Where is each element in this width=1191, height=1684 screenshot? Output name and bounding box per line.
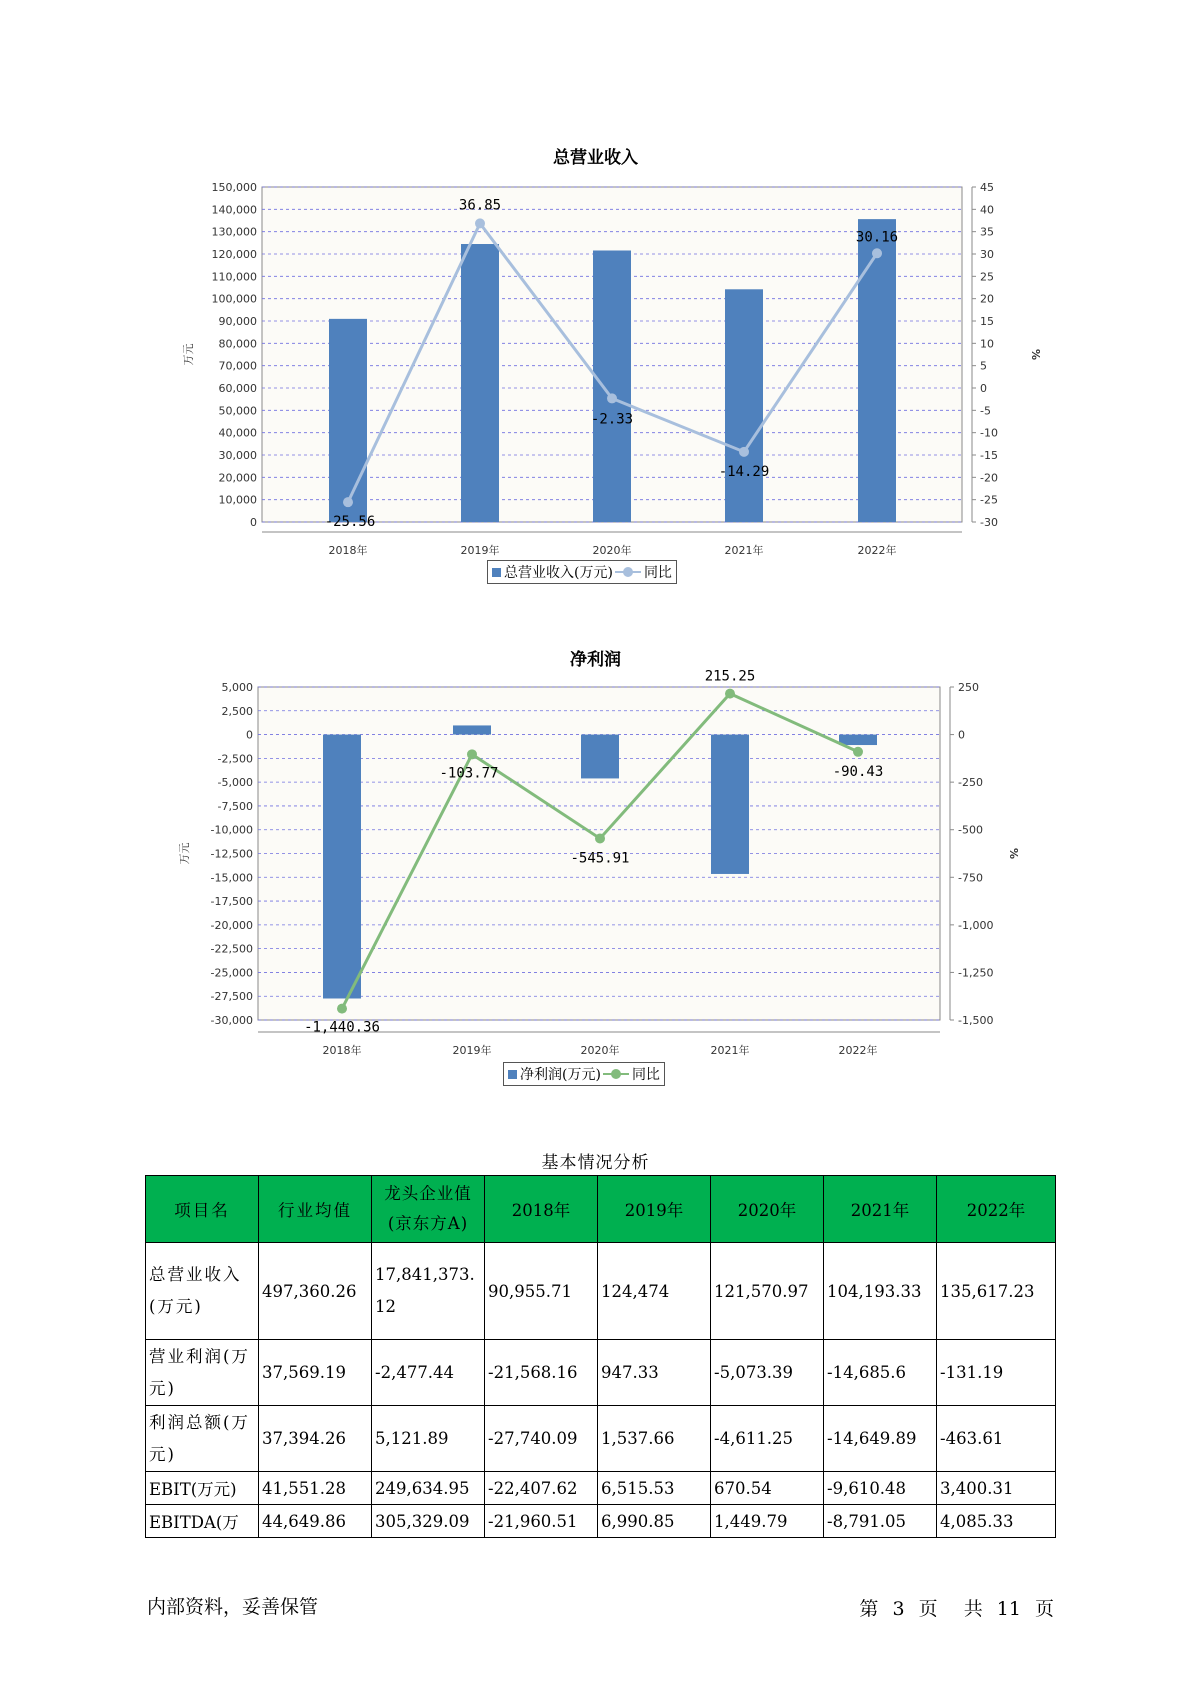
y2-tick-label: -20	[980, 471, 998, 485]
total-pages: 11	[996, 1598, 1021, 1620]
x-tick-label: 2018年	[322, 1044, 362, 1057]
y2-tick-label: -1,250	[958, 966, 994, 980]
table-cell: -131.19	[937, 1340, 1056, 1406]
legend-line-label: 同比	[643, 565, 672, 581]
y-tick-label: 2,500	[221, 704, 253, 718]
y-tick-label: -7,500	[217, 799, 253, 813]
y-tick-label: -25,000	[210, 966, 253, 980]
table-cell: 135,617.23	[937, 1243, 1056, 1340]
page-unit: 页	[918, 1598, 938, 1620]
y-tick-label: 70,000	[218, 359, 257, 373]
y-tick-label: 100,000	[211, 292, 257, 306]
table-cell: 37,569.19	[259, 1340, 372, 1406]
bar	[711, 735, 749, 874]
bar	[453, 725, 491, 734]
table-cell: 1,537.66	[598, 1406, 711, 1472]
table-cell: 41,551.28	[259, 1472, 372, 1505]
total-prefix: 共	[963, 1598, 983, 1620]
table-cell: 947.33	[598, 1340, 711, 1406]
y-axis-label: 万元	[178, 842, 191, 865]
y2-tick-label: -500	[958, 823, 983, 837]
y2-tick-label: 30	[980, 248, 994, 261]
y-tick-label: 90,000	[218, 315, 257, 328]
legend-line-label: 同比	[631, 1067, 660, 1083]
header-cell: 行业均值	[259, 1176, 372, 1243]
bar	[839, 735, 877, 745]
header-cell: 2022年	[937, 1176, 1056, 1243]
table-cell: 5,121.89	[372, 1406, 485, 1472]
y-tick-label: -30,000	[210, 1014, 253, 1027]
y-tick-label: 30,000	[218, 449, 257, 462]
table-cell: -463.61	[937, 1406, 1056, 1472]
legend-bar-label: 净利润(万元)	[520, 1067, 601, 1083]
x-tick-label: 2021年	[710, 1044, 750, 1057]
y-tick-label: 150,000	[211, 181, 257, 194]
y2-tick-label: -1,000	[958, 918, 994, 932]
y-tick-label: 60,000	[218, 382, 257, 395]
data-label: -25.56	[324, 514, 376, 531]
chart2-title: 净利润	[570, 650, 621, 670]
x-tick-label: 2020年	[592, 544, 632, 557]
table-row	[146, 1340, 1056, 1406]
data-label: -103.77	[439, 765, 499, 782]
line-point	[467, 749, 477, 759]
y2-tick-label: 10	[980, 337, 994, 351]
row-label: EBIT(万元)	[146, 1472, 259, 1505]
table-cell: 1,449.79	[711, 1505, 824, 1538]
table-cell: -27,740.09	[485, 1406, 598, 1472]
header-cell: 2019年	[598, 1176, 711, 1243]
footer-page-info	[851, 1594, 1054, 1621]
bar	[581, 735, 619, 779]
y2-tick-label: -10	[980, 426, 998, 440]
table-cell: 90,955.71	[485, 1243, 598, 1340]
y-tick-label: -22,500	[210, 942, 253, 956]
header-cell: 2018年	[485, 1176, 598, 1243]
y-tick-label: -20,000	[210, 918, 253, 932]
y2-tick-label: -25	[980, 493, 998, 507]
y2-tick-label: 250	[958, 681, 979, 694]
y-tick-label: -5,000	[217, 776, 253, 790]
table-cell: 670.54	[711, 1472, 824, 1505]
y-tick-label: 120,000	[211, 248, 257, 261]
x-tick-label: 2022年	[838, 1044, 878, 1057]
table-cell: 305,329.09	[372, 1505, 485, 1538]
chart1-title: 总营业收入	[553, 148, 638, 168]
table-cell: -21,568.16	[485, 1340, 598, 1406]
x-tick-label: 2019年	[460, 544, 500, 557]
header-cell: 项目名	[146, 1176, 259, 1243]
table-cell: 6,990.85	[598, 1505, 711, 1538]
table-cell: 37,394.26	[259, 1406, 372, 1472]
bar	[323, 735, 361, 999]
y2-tick-label: -250	[958, 776, 983, 790]
y-tick-label: 40,000	[218, 426, 257, 440]
page-prefix: 第	[859, 1598, 879, 1620]
y2-tick-label: 45	[980, 181, 994, 194]
x-tick-label: 2019年	[452, 1044, 492, 1057]
page-number: 3	[892, 1598, 905, 1620]
y2-tick-label: -1,500	[958, 1014, 994, 1027]
table-cell: -8,791.05	[824, 1505, 937, 1538]
y-tick-label: 130,000	[211, 225, 257, 239]
footer-confidential: 内部资料，妥善保管	[147, 1596, 319, 1618]
revenue-chart	[0, 0, 1191, 560]
y-tick-label: 50,000	[218, 404, 257, 418]
row-label: 总营业收入(万元)	[146, 1243, 259, 1340]
table-cell: -14,649.89	[824, 1406, 937, 1472]
y2-tick-label: -30	[980, 516, 998, 529]
x-tick-label: 2021年	[724, 544, 764, 557]
table-row	[146, 1505, 1056, 1538]
table-row	[146, 1472, 1056, 1505]
line-point	[607, 393, 617, 403]
table-cell: 124,474	[598, 1243, 711, 1340]
y-tick-label: 20,000	[218, 471, 257, 485]
table-cell: -21,960.51	[485, 1505, 598, 1538]
y2-tick-label: -750	[958, 871, 983, 885]
y-tick-label: -17,500	[210, 895, 253, 909]
data-label: -14.29	[718, 463, 770, 480]
line-point	[595, 833, 605, 843]
y-tick-label: -12,500	[210, 847, 253, 861]
data-label: -90.43	[832, 763, 884, 780]
header-cell: 龙头企业值(京东方A)	[372, 1176, 485, 1243]
bar	[725, 289, 763, 522]
y-tick-label: 80,000	[218, 337, 257, 351]
y-tick-label: 110,000	[211, 270, 257, 284]
chart1-legend	[487, 560, 677, 584]
table-row	[146, 1243, 1056, 1340]
table-cell: 44,649.86	[259, 1505, 372, 1538]
y-tick-label: -15,000	[210, 871, 253, 885]
y2-axis-label: %	[1029, 348, 1042, 361]
line-point	[725, 689, 735, 699]
legend-line-swatch	[603, 1068, 629, 1080]
data-label: 215.25	[704, 670, 756, 685]
y-tick-label: 0	[250, 516, 257, 529]
data-label: -1,440.36	[304, 1019, 380, 1036]
table-cell: 121,570.97	[711, 1243, 824, 1340]
table-cell: 249,634.95	[372, 1472, 485, 1505]
y-tick-label: -10,000	[210, 823, 253, 837]
bar	[590, 250, 634, 522]
y2-tick-label: -5	[980, 404, 991, 418]
y-axis-label: 万元	[182, 343, 195, 366]
x-tick-label: 2018年	[328, 544, 368, 557]
y-tick-label: -27,500	[210, 990, 253, 1004]
table-cell: 4,085.33	[937, 1505, 1056, 1538]
bar	[461, 244, 499, 522]
basic-analysis-table	[145, 1175, 1056, 1538]
legend-bar-label: 总营业收入(万元)	[504, 565, 613, 581]
table-row	[146, 1406, 1056, 1472]
y2-tick-label: -15	[980, 449, 998, 462]
y2-axis-label: %	[1007, 847, 1020, 860]
y2-tick-label: 40	[980, 203, 994, 217]
row-label: EBITDA(万	[146, 1505, 259, 1538]
legend-bar-swatch	[508, 1070, 517, 1079]
net-profit-chart	[0, 670, 1191, 1060]
data-label: 30.16	[855, 229, 899, 246]
total-unit: 页	[1034, 1598, 1054, 1620]
data-label: -545.91	[570, 850, 630, 867]
header-cell: 2021年	[824, 1176, 937, 1243]
table-cell: 17,841,373.12	[372, 1243, 485, 1340]
bar	[329, 319, 367, 522]
table-cell: 104,193.33	[824, 1243, 937, 1340]
table-cell: -22,407.62	[485, 1472, 598, 1505]
table-cell: -5,073.39	[711, 1340, 824, 1406]
legend-line-swatch	[615, 566, 641, 578]
table-cell: -2,477.44	[372, 1340, 485, 1406]
y2-tick-label: 20	[980, 292, 994, 306]
y2-tick-label: 5	[980, 359, 987, 373]
line-point	[872, 248, 882, 258]
line-point	[475, 218, 485, 228]
y-tick-label: 5,000	[221, 681, 253, 694]
y2-tick-label: 0	[958, 728, 965, 742]
table-cell: 6,515.53	[598, 1472, 711, 1505]
x-tick-label: 2020年	[580, 1044, 620, 1057]
table-cell: 3,400.31	[937, 1472, 1056, 1505]
table-header-row	[146, 1176, 1056, 1243]
row-label: 营业利润(万元)	[146, 1340, 259, 1406]
table-cell: -14,685.6	[824, 1340, 937, 1406]
y2-tick-label: 0	[980, 382, 987, 395]
y-tick-label: 140,000	[211, 203, 257, 217]
x-tick-label: 2022年	[857, 544, 897, 557]
line-point	[343, 497, 353, 507]
line-point	[337, 1004, 347, 1014]
chart2-legend	[503, 1062, 665, 1086]
y2-tick-label: 35	[980, 225, 994, 239]
data-label: -2.33	[590, 411, 634, 428]
y-tick-label: 10,000	[218, 493, 257, 507]
row-label: 利润总额(万元)	[146, 1406, 259, 1472]
legend-bar-swatch	[492, 568, 501, 577]
line-point	[739, 447, 749, 457]
header-cell: 2020年	[711, 1176, 824, 1243]
y-tick-label: -2,500	[217, 752, 253, 766]
line-point	[853, 747, 863, 757]
table-cell: -4,611.25	[711, 1406, 824, 1472]
table-cell: 497,360.26	[259, 1243, 372, 1340]
y2-tick-label: 25	[980, 270, 994, 284]
y-tick-label: 0	[246, 728, 253, 742]
table-title: 基本情况分析	[541, 1153, 650, 1173]
data-label: 36.85	[458, 197, 502, 214]
y2-tick-label: 15	[980, 315, 994, 328]
bar	[855, 219, 899, 522]
table-cell: -9,610.48	[824, 1472, 937, 1505]
